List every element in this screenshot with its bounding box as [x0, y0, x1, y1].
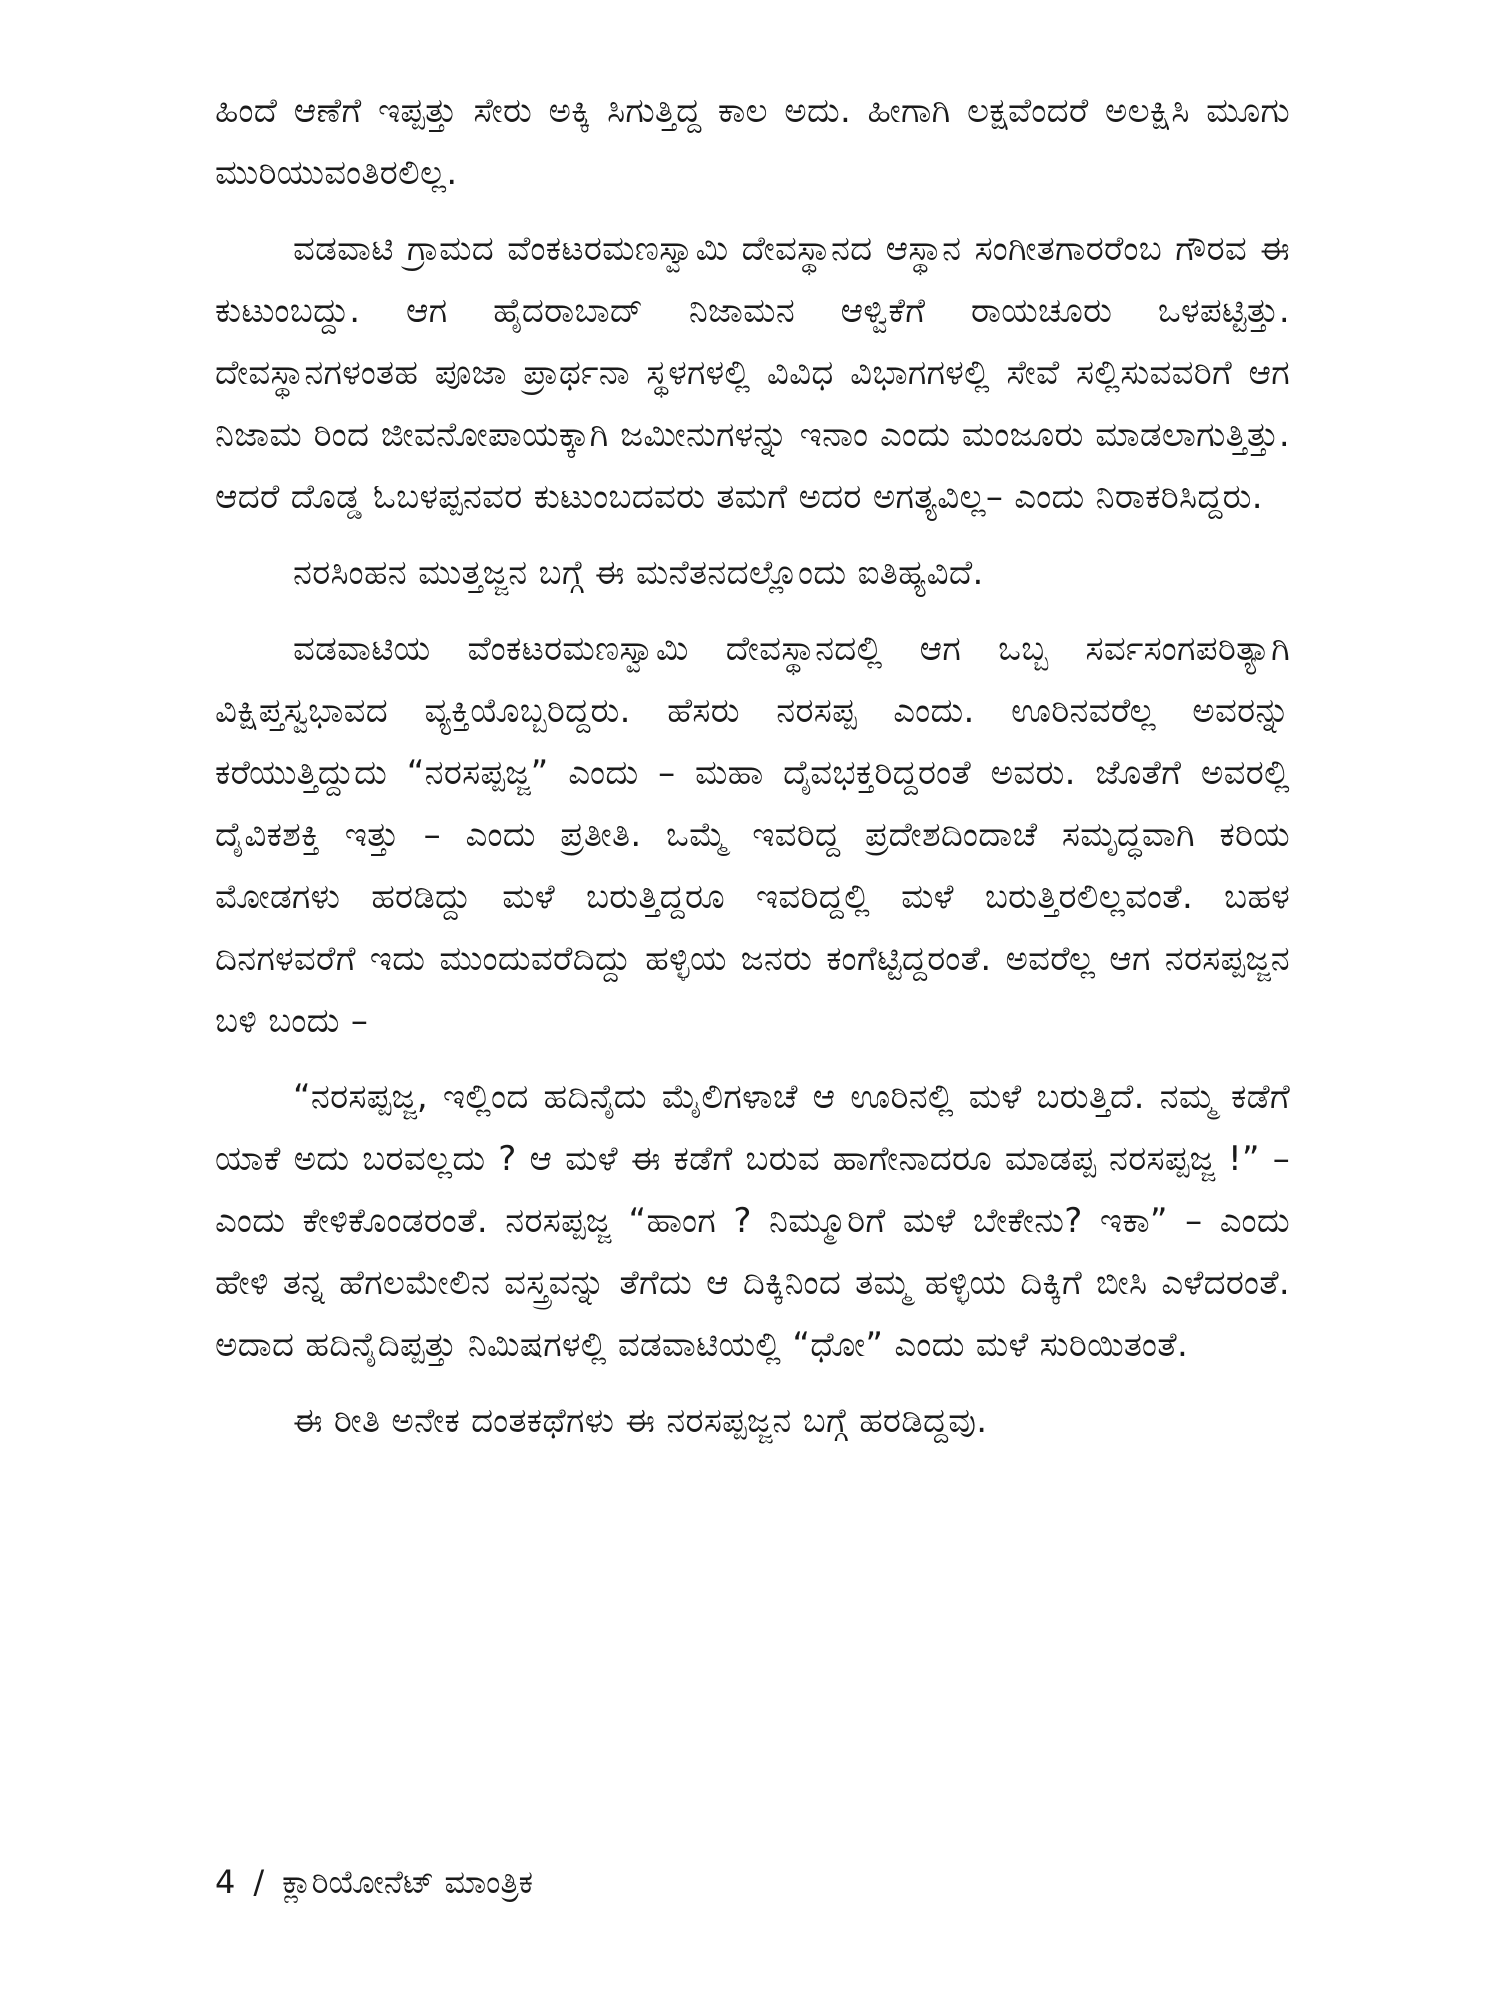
page-body [215, 80, 1290, 1466]
footer-separator: / [253, 1863, 265, 1901]
paragraph-5: “ನರಸಪ್ಪಜ್ಜ, ಇಲ್ಲಿಂದ ಹದಿನೈದು ಮೈಲಿಗಳಾಚೆ ಆ ಊರಿನಲ್ಲಿ ಮಳೆ ಬರುತ್ತಿದೆ. ನಮ್ಮ ಕಡೆಗೆ ಯಾಕೆ ಅದು ಬರವಲ್ಲದು ? ಆ ಮಳೆ ಈ ಕಡೆಗೆ ಬರುವ ಹಾಗೇನಾದರೂ ಮಾಡಪ್ಪ ನರಸಪ್ಪಜ್ಜ !” –ಎಂದು ಕೇಳಿಕೊಂಡರಂತೆ. ನರಸಪ್ಪಜ್ಜ “ಹಾಂಗ ? ನಿಮ್ಮೂರಿಗೆ ಮಳೆ ಬೇಕೇನು? ಇಕಾ” – ಎಂದು ಹೇಳಿ ತನ್ನ ಹೆಗಲಮೇಲಿನ ವಸ್ತ್ರವನ್ನು ತೆಗೆದು ಆ ದಿಕ್ಕಿನಿಂದ ತಮ್ಮ ಹಳ್ಳಿಯ ದಿಕ್ಕಿಗೆ ಬೀಸಿ ಎಳೆದರಂತೆ. ಅದಾದ ಹದಿನೈದಿಪ್ಪತ್ತು ನಿಮಿಷಗಳಲ್ಲಿ ವಡವಾಟಿಯಲ್ಲಿ “ಧೋ” ಎಂದು ಮಳೆ ಸುರಿಯಿತಂತೆ. [215, 1077, 1290, 1365]
paragraph-4: ವಡವಾಟಿಯ ವೆಂಕಟರಮಣಸ್ವಾಮಿ ದೇವಸ್ಥಾನದಲ್ಲಿ ಆಗ ಒಬ್ಬ ಸರ್ವಸಂಗಪರಿತ್ಯಾಗಿ ವಿಕ್ಷಿಪ್ತಸ್ವಭಾವದ ವ್ಯಕ್ತಿಯೊಬ್ಬರಿದ್ದರು. ಹೆಸರು ನರಸಪ್ಪ ಎಂದು. ಊರಿನವರೆಲ್ಲ ಅವರನ್ನು ಕರೆಯುತ್ತಿದ್ದುದು “ನರಸಪ್ಪಜ್ಜ” ಎಂದು – ಮಹಾ ದೈವಭಕ್ತರಿದ್ದರಂತೆ ಅವರು. ಜೊತೆಗೆ ಅವರಲ್ಲಿ ದೈವಿಕಶಕ್ತಿ ಇತ್ತು – ಎಂದು ಪ್ರತೀತಿ. ಒಮ್ಮೆ ಇವರಿದ್ದ ಪ್ರದೇಶದಿಂದಾಚೆ ಸಮೃದ್ಧವಾಗಿ ಕರಿಯ ಮೋಡಗಳು ಹರಡಿದ್ದು ಮಳೆ ಬರುತ್ತಿದ್ದರೂ ಇವರಿದ್ದಲ್ಲಿ ಮಳೆ ಬರುತ್ತಿರಲಿಲ್ಲವಂತೆ. ಬಹಳ ದಿನಗಳವರೆಗೆ ಇದು ಮುಂದುವರೆದಿದ್ದು ಹಳ್ಳಿಯ ಜನರು ಕಂಗೆಟ್ಟಿದ್ದರಂತೆ. ಅವರೆಲ್ಲ ಆಗ ನರಸಪ್ಪಜ್ಜನ ಬಳಿ ಬಂದು – [215, 629, 1290, 1041]
paragraph-2: ವಡವಾಟಿ ಗ್ರಾಮದ ವೆಂಕಟರಮಣಸ್ವಾಮಿ ದೇವಸ್ಥಾನದ ಆಸ್ಥಾನ ಸಂಗೀತಗಾರರೆಂಬ ಗೌರವ ಈ ಕುಟುಂಬದ್ದು. ಆಗ ಹೈದರಾಬಾದ್ ನಿಜಾಮನ ಆಳ್ವಿಕೆಗೆ ರಾಯಚೂರು ಒಳಪಟ್ಟಿತ್ತು. ದೇವಸ್ಥಾನಗಳಂತಹ ಪೂಜಾ ಪ್ರಾರ್ಥನಾ ಸ್ಥಳಗಳಲ್ಲಿ ವಿವಿಧ ವಿಭಾಗಗಳಲ್ಲಿ ಸೇವೆ ಸಲ್ಲಿಸುವವರಿಗೆ ಆಗ ನಿಜಾಮ ರಿಂದ ಜೀವನೋಪಾಯಕ್ಕಾಗಿ ಜಮೀನುಗಳನ್ನು ಇನಾಂ ಎಂದು ಮಂಜೂರು ಮಾಡಲಾಗುತ್ತಿತ್ತು. ಆದರೆ ದೊಡ್ಡ ಓಬಳಪ್ಪನವರ ಕುಟುಂಬದವರು ತಮಗೆ ಅದರ ಅಗತ್ಯವಿಲ್ಲ– ಎಂದು ನಿರಾಕರಿಸಿದ್ದರು. [215, 229, 1290, 517]
book-title: ಕ್ಲಾರಿಯೋನೆಟ್ ಮಾಂತ್ರಿಕ [282, 1863, 534, 1901]
paragraph-3: ನರಸಿಂಹನ ಮುತ್ತಜ್ಜನ ಬಗ್ಗೆ ಈ ಮನೆತನದಲ್ಲೊಂದು ಐತಿಹ್ಯವಿದೆ. [293, 553, 984, 593]
paragraph-6: ಈ ರೀತಿ ಅನೇಕ ದಂತಕಥೆಗಳು ಈ ನರಸಪ್ಪಜ್ಜನ ಬಗ್ಗೆ ಹರಡಿದ್ದವು. [293, 1401, 988, 1441]
paragraph-1: ಹಿಂದೆ ಆಣೆಗೆ ಇಪ್ಪತ್ತು ಸೇರು ಅಕ್ಕಿ ಸಿಗುತ್ತಿದ್ದ ಕಾಲ ಅದು. ಹೀಗಾಗಿ ಲಕ್ಷವೆಂದರೆ ಅಲಕ್ಷಿಸಿ ಮೂಗು ಮುರಿಯುವಂತಿರಲಿಲ್ಲ. [215, 91, 1290, 193]
page-footer [215, 1860, 533, 1904]
page-number: 4 [215, 1863, 236, 1901]
